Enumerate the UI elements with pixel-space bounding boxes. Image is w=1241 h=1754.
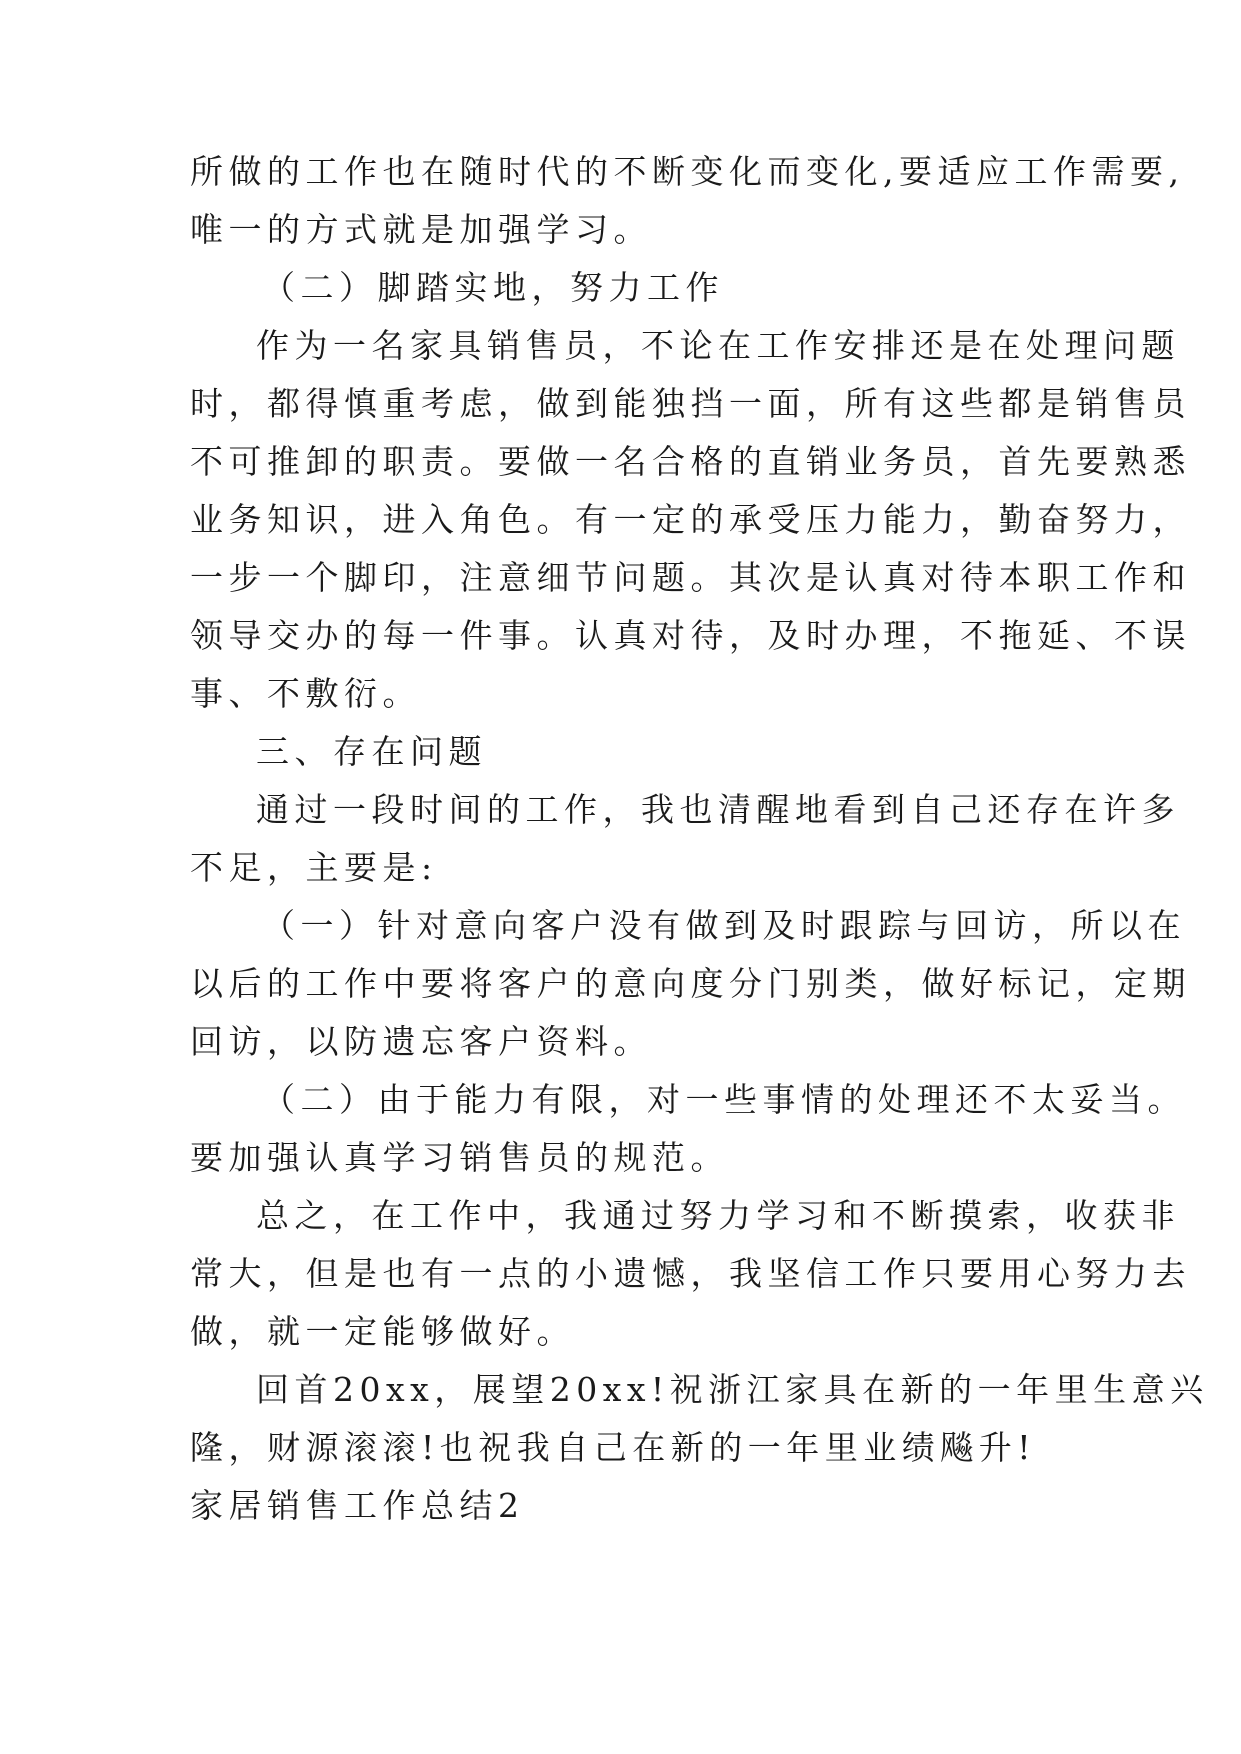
text-line: 作为一名家具销售员，不论在工作安排还是在处理问题 [256, 326, 1180, 365]
text-line: 时，都得慎重考虑，做到能独挡一面，所有这些都是销售员 [190, 384, 1191, 423]
text-line: 领导交办的每一件事。认真对待，及时办理，不拖延、不误 [190, 616, 1191, 655]
text-line: 通过一段时间的工作，我也清醒地看到自己还存在许多 [256, 790, 1180, 829]
text-line: 事、不敷衍。 [190, 674, 421, 713]
text-line: 总之，在工作中，我通过努力学习和不断摸索，收获非 [256, 1196, 1180, 1235]
section-heading: （二）脚踏实地，努力工作 [262, 268, 724, 307]
document-title: 家居销售工作总结2 [190, 1486, 525, 1525]
text-line: 不可推卸的职责。要做一名合格的直销业务员，首先要熟悉 [190, 442, 1191, 481]
text-line: 做，就一定能够做好。 [190, 1312, 575, 1351]
text-line: 唯一的方式就是加强学习。 [190, 210, 652, 249]
text-line: 常大，但是也有一点的小遗憾，我坚信工作只要用心努力去 [190, 1254, 1191, 1293]
text-line: 要加强认真学习销售员的规范。 [190, 1138, 729, 1177]
text-line: （一）针对意向客户没有做到及时跟踪与回访，所以在 [262, 906, 1186, 945]
text-line: 所做的工作也在随时代的不断变化而变化,要适应工作需要, [190, 152, 1185, 191]
text-line: 一步一个脚印，注意细节问题。其次是认真对待本职工作和 [190, 558, 1191, 597]
text-line: 以后的工作中要将客户的意向度分门别类，做好标记，定期 [190, 964, 1191, 1003]
text-line: 回首20xx，展望20xx!祝浙江家具在新的一年里生意兴 [256, 1370, 1209, 1409]
text-line: （二）由于能力有限，对一些事情的处理还不太妥当。 [262, 1080, 1186, 1119]
text-line: 回访，以防遗忘客户资料。 [190, 1022, 652, 1061]
text-line: 隆，财源滚滚!也祝我自己在新的一年里业绩飚升! [190, 1428, 1037, 1467]
section-heading: 三、存在问题 [256, 732, 487, 771]
text-line: 不足，主要是: [190, 848, 438, 887]
text-line: 业务知识，进入角色。有一定的承受压力能力，勤奋努力， [190, 500, 1191, 539]
